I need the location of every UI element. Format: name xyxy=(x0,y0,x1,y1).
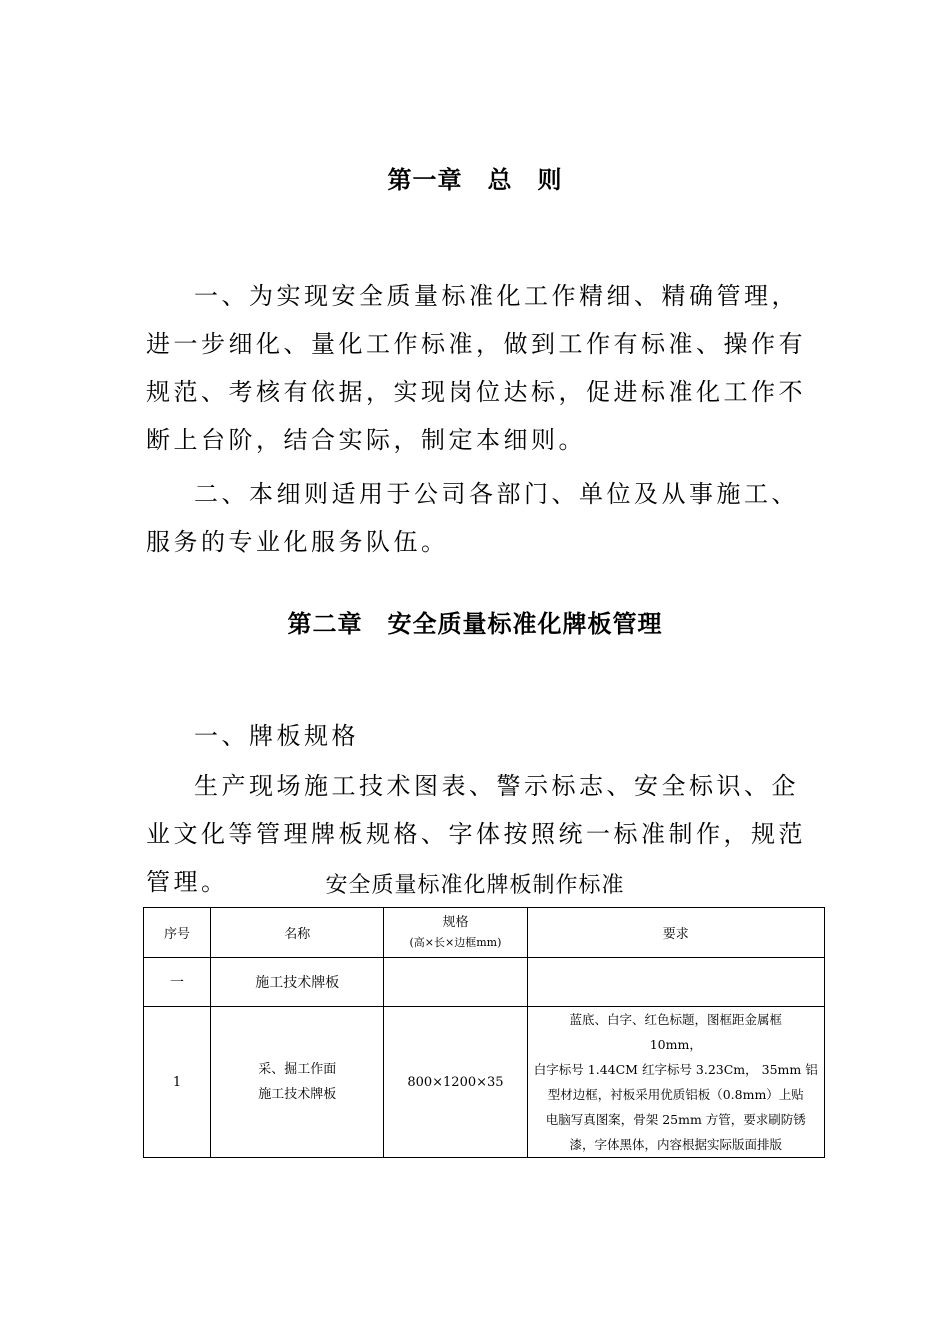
req-line: 电脑写真图案，骨架 25mm 方管，要求刷防锈 xyxy=(545,1112,806,1127)
row-requirements xyxy=(527,1007,824,1158)
req-line: 型材边框，衬板采用优质铝板（0.8mm）上贴 xyxy=(547,1087,804,1102)
header-spec-label: 规格 xyxy=(442,914,469,930)
chapter-1-paragraph-2 xyxy=(146,470,826,566)
chapter-1-title: 第一章 总 则 xyxy=(387,166,563,194)
chapter-2-title: 第二章 安全质量标准化牌板管理 xyxy=(287,610,663,638)
req-line: 10mm， xyxy=(649,1037,702,1052)
row-name-line: 施工技术牌板 xyxy=(258,1087,337,1102)
section-heading-text: 一、牌板规格 xyxy=(194,722,359,750)
standards-table xyxy=(143,907,825,1158)
header-name: 名称 xyxy=(211,908,384,958)
empty-cell xyxy=(384,958,527,1007)
empty-cell xyxy=(527,958,824,1007)
req-line: 漆，字体黑体，内容根据实际版面排版 xyxy=(569,1137,783,1152)
header-seq: 序号 xyxy=(144,908,211,958)
table-header-row xyxy=(144,908,825,958)
paragraph-text: 一、为实现安全质量标准化工作精细、精确管理，进一步细化、量化工作标准，做到工作有标准、操作有规范、考核有依据，实现岗位达标，促进标准化工作不断上台阶，结合实际，制定本细则。 xyxy=(146,282,806,454)
paragraph-text: 二、本细则适用于公司各部门、单位及从事施工、服务的专业化服务队伍。 xyxy=(146,480,799,556)
req-line: 蓝底、白字、红色标题，图框距金属框 xyxy=(569,1012,783,1027)
section-seq: 一 xyxy=(144,958,211,1007)
row-name-line: 采、掘工作面 xyxy=(258,1062,337,1077)
chapter-1-paragraph-1 xyxy=(146,272,826,464)
section-name: 施工技术牌板 xyxy=(211,958,384,1007)
row-name xyxy=(211,1007,384,1158)
header-req: 要求 xyxy=(527,908,824,958)
header-spec xyxy=(384,908,527,958)
row-spec: 800×1200×35 xyxy=(384,1007,527,1158)
section-heading xyxy=(146,712,826,760)
table-caption: 安全质量标准化牌板制作标准 xyxy=(325,873,625,898)
req-line: 白字标号 1.44CM 红字标号 3.23Cm， 35mm 铝 xyxy=(533,1062,818,1077)
row-seq: 1 xyxy=(144,1007,211,1158)
table-section-row xyxy=(144,958,825,1007)
paragraph-text: 生产现场施工技术图表、警示标志、安全标识、企业文化等管理牌板规格、字体按照统一标准制作，规范管理。 xyxy=(146,772,806,896)
table-row xyxy=(144,1007,825,1158)
header-spec-unit: (高×长×边框mm) xyxy=(409,935,502,949)
